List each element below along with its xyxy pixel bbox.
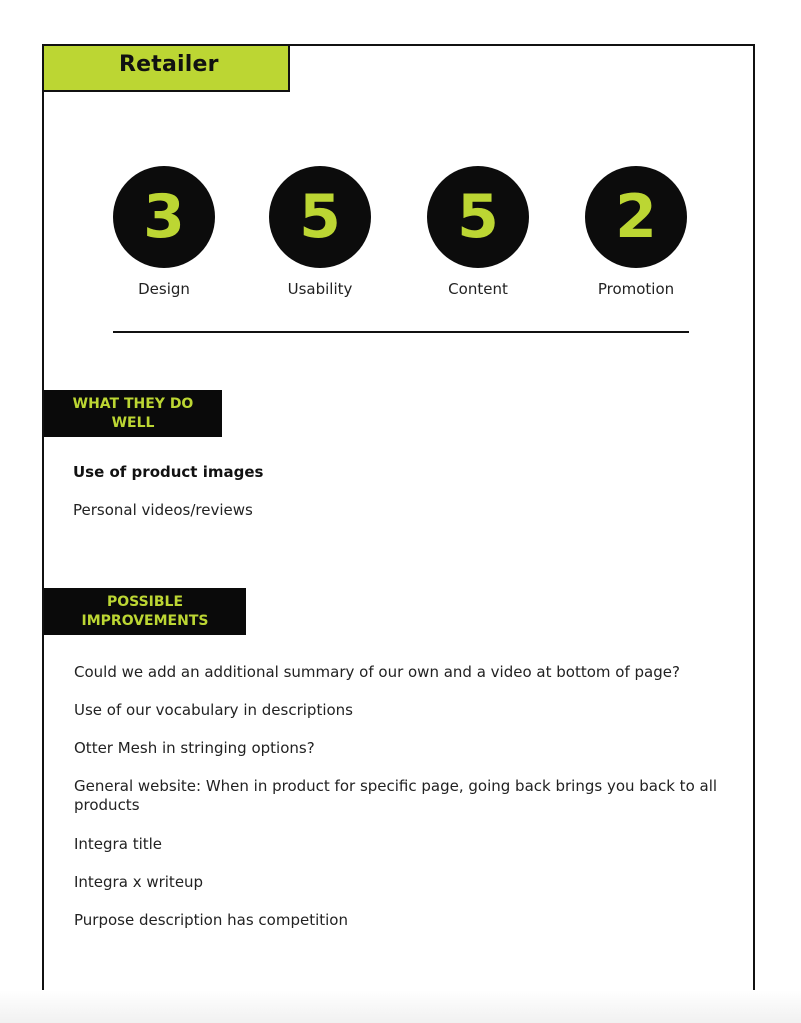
- score-circle: [113, 166, 215, 268]
- retailer-card: [42, 44, 755, 995]
- heading-line: POSSIBLE: [106, 593, 184, 610]
- list-item: Could we add an additional summary of our own and a video at bottom of page?: [74, 663, 680, 681]
- score-value: 3: [143, 182, 185, 252]
- heading-line: IMPROVEMENTS: [81, 612, 209, 629]
- page-title: Retailer: [119, 52, 219, 77]
- section-heading-well: [44, 390, 222, 437]
- title-tab: [42, 44, 290, 92]
- score-circle: [427, 166, 529, 268]
- score-label: Usability: [287, 280, 353, 298]
- score-circle: [585, 166, 687, 268]
- score-value: 2: [615, 182, 657, 252]
- list-item: Integra title: [74, 835, 163, 853]
- list-item: General website: When in product for specific page, going back brings you back to all products: [74, 777, 718, 814]
- score-usability: [255, 166, 385, 298]
- list-item: Purpose description has competition: [74, 911, 348, 929]
- list-item: Use of our vocabulary in descriptions: [74, 701, 353, 719]
- score-value: 5: [299, 182, 341, 252]
- page-bottom-shadow: [0, 990, 801, 1023]
- heading-line: WELL: [111, 414, 155, 431]
- score-design: [99, 166, 229, 298]
- list-item: Integra x writeup: [74, 873, 204, 891]
- score-value: 5: [457, 182, 499, 252]
- list-item: Otter Mesh in stringing options?: [74, 739, 315, 757]
- score-circle: [269, 166, 371, 268]
- score-content: [413, 166, 543, 298]
- list-item: Personal videos/reviews: [73, 501, 253, 519]
- score-label: Content: [448, 280, 508, 298]
- score-promotion: [571, 166, 701, 298]
- score-label: Design: [138, 280, 190, 298]
- list-item: Use of product images: [73, 463, 264, 481]
- score-label: Promotion: [597, 280, 675, 298]
- divider: [113, 331, 689, 333]
- section-heading-improvements: [44, 588, 246, 635]
- heading-line: WHAT THEY DO: [72, 395, 194, 412]
